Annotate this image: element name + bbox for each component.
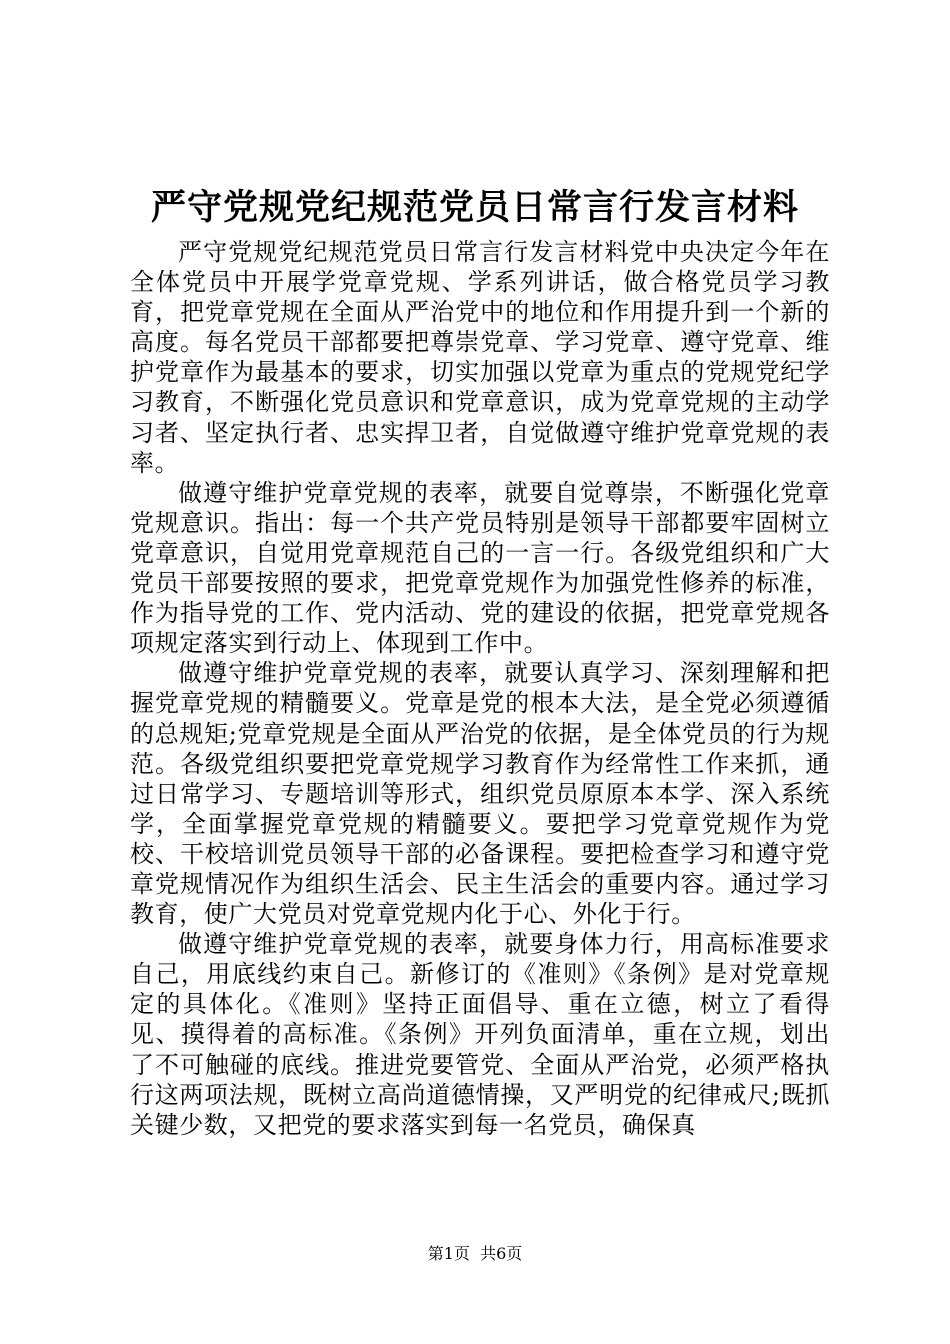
document-body <box>130 237 830 1140</box>
page-number-footer: 第1页 共6页 <box>427 1244 523 1263</box>
paragraph: 做遵守维护党章党规的表率，就要认真学习、深刻理解和把握党章党规的精髓要义。党章是党的根本大法，是全党必须遵循的总规矩;党章党规是全面从严治党的依据，是全体党员的行为规范。各级党组织要把党章党规学习教育作为经常性工作来抓，通过日常学习、专题培训等形式，组织党员原原本本学、深入系统学，全面掌握党章党规的精髓要义。要把学习党章党规作为党校、干校培训党员领导干部的必备课程。要把检查学习和遵守党章党规情况作为组织生活会、民主生活会的重要内容。通过学习教育，使广大党员对党章党规内化于心、外化于行。 <box>130 659 830 929</box>
paragraph: 做遵守维护党章党规的表率，就要身体力行，用高标准要求自己，用底线约束自己。新修订的《准则》《条例》是对党章规定的具体化。《准则》坚持正面倡导、重在立德，树立了看得见、摸得着的高标准。《条例》开列负面清单，重在立规，划出了不可触碰的底线。推进党要管党、全面从严治党，必须严格执行这两项法规，既树立高尚道德情操，又严明党的纪律戒尺;既抓关键少数，又把党的要求落实到每一名党员，确保真 <box>130 930 830 1139</box>
paragraph: 做遵守维护党章党规的表率，就要自觉尊崇，不断强化党章党规意识。指出：每一个共产党员特别是领导干部都要牢固树立党章意识，自觉用党章规范自己的一言一行。各级党组织和广大党员干部要按照的要求，把党章党规作为加强党性修养的标准，作为指导党的工作、党内活动、党的建设的依据，把党章党规各项规定落实到行动上、体现到工作中。 <box>130 478 830 658</box>
document-title: 严守党规党纪规范党员日常言行发言材料 <box>150 187 799 228</box>
paragraph: 严守党规党纪规范党员日常言行发言材料党中央决定今年在全体党员中开展学党章党规、学系列讲话，做合格党员学习教育，把党章党规在全面从严治党中的地位和作用提升到一个新的高度。每名党员干部都要把尊崇党章、学习党章、遵守党章、维护党章作为最基本的要求，切实加强以党章为重点的党规党纪学习教育，不断强化党员意识和党章意识，成为党章党规的主动学习者、坚定执行者、忠实捍卫者，自觉做遵守维护党章党规的表率。 <box>130 238 830 477</box>
